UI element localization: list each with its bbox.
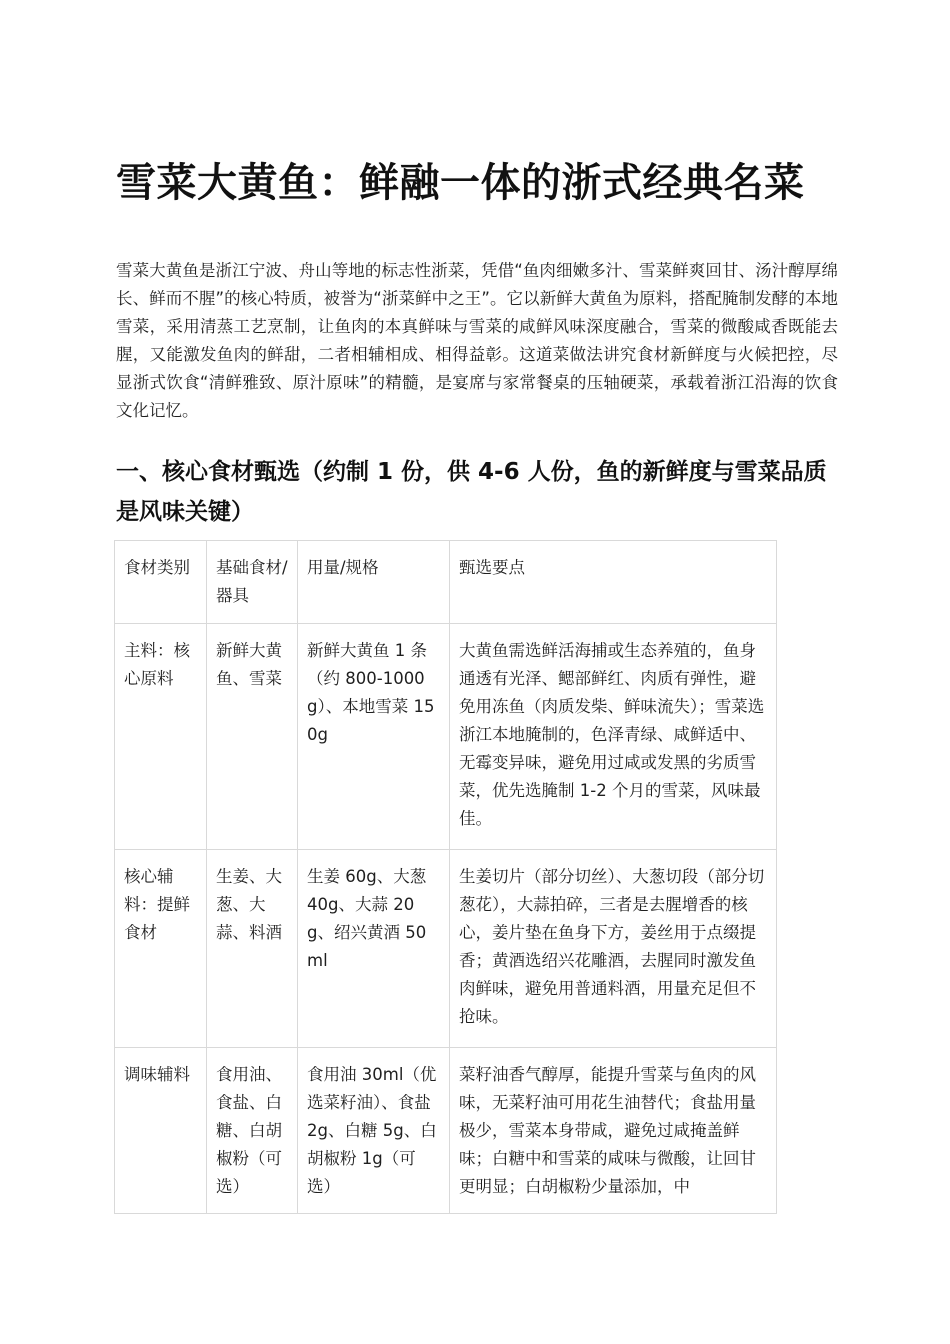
- table-cell-ingredients: 新鲜大黄鱼、雪菜: [207, 624, 298, 850]
- table-cell-ingredients: 食用油、食盐、白糖、白胡椒粉（可选）: [207, 1048, 298, 1214]
- table-cell-selection-tips: 菜籽油香气醇厚，能提升雪菜与鱼肉的风味，无菜籽油可用花生油替代；食盐用量极少，雪菜本身带咸，避免过咸掩盖鲜味；白糖中和雪菜的咸味与微酸，让回甘更明显；白胡椒粉少量添加，中: [450, 1048, 777, 1214]
- intro-paragraph: 雪菜大黄鱼是浙江宁波、舟山等地的标志性浙菜，凭借“鱼肉细嫩多汁、雪菜鲜爽回甘、汤汁醇厚绵长、鲜而不腥”的核心特质，被誉为“浙菜鲜中之王”。它以新鲜大黄鱼为原料，搭配腌制发酵的本地雪菜，采用清蒸工艺烹制，让鱼肉的本真鲜味与雪菜的咸鲜风味深度融合，雪菜的微酸咸香既能去腥，又能激发鱼肉的鲜甜，二者相辅相成、相得益彰。这道菜做法讲究食材新鲜度与火候把控，尽显浙式饮食“清鲜雅致、原汁原味”的精髓，是宴席与家常餐桌的压轴硬菜，承载着浙江沿海的饮食文化记忆。: [116, 261, 838, 420]
- column-header-category: 食材类别: [115, 541, 207, 624]
- table-cell-category: 核心辅料：提鲜食材: [115, 850, 207, 1048]
- document-title: 雪菜大黄鱼：鲜融一体的浙式经典名菜: [116, 160, 805, 206]
- ingredients-table: [114, 540, 777, 1214]
- column-header-ingredients: 基础食材/器具: [207, 541, 298, 624]
- column-header-selection-tips: 甄选要点: [450, 541, 777, 624]
- table-row: [115, 624, 777, 850]
- table-header-row: [115, 541, 777, 624]
- section-heading-ingredients: 一、核心食材甄选（约制 1 份，供 4-6 人份，鱼的新鲜度与雪菜品质是风味关键）: [116, 459, 827, 525]
- table-cell-amount: 生姜 60g、大葱 40g、大蒜 20g、绍兴黄酒 50ml: [298, 850, 450, 1048]
- table-cell-amount: 新鲜大黄鱼 1 条（约 800-1000g）、本地雪菜 150g: [298, 624, 450, 850]
- table-cell-selection-tips: 生姜切片（部分切丝）、大葱切段（部分切葱花），大蒜拍碎，三者是去腥增香的核心，姜片垫在鱼身下方，姜丝用于点缀提香；黄酒选绍兴花雕酒，去腥同时激发鱼肉鲜味，避免用普通料酒，用量充足但不抢味。: [450, 850, 777, 1048]
- table-cell-ingredients: 生姜、大葱、大蒜、料酒: [207, 850, 298, 1048]
- table-row: [115, 850, 777, 1048]
- table-cell-category: 主料：核心原料: [115, 624, 207, 850]
- table-cell-selection-tips: 大黄鱼需选鲜活海捕或生态养殖的，鱼身通透有光泽、鳃部鲜红、肉质有弹性，避免用冻鱼（肉质发柴、鲜味流失）；雪菜选浙江本地腌制的，色泽青绿、咸鲜适中、无霉变异味，避免用过咸或发黑的劣质雪菜，优先选腌制 1-2 个月的雪菜，风味最佳。: [450, 624, 777, 850]
- table-cell-amount: 食用油 30ml（优选菜籽油）、食盐 2g、白糖 5g、白胡椒粉 1g（可选）: [298, 1048, 450, 1214]
- table-cell-category: 调味辅料: [115, 1048, 207, 1214]
- table-row: [115, 1048, 777, 1214]
- column-header-amount: 用量/规格: [298, 541, 450, 624]
